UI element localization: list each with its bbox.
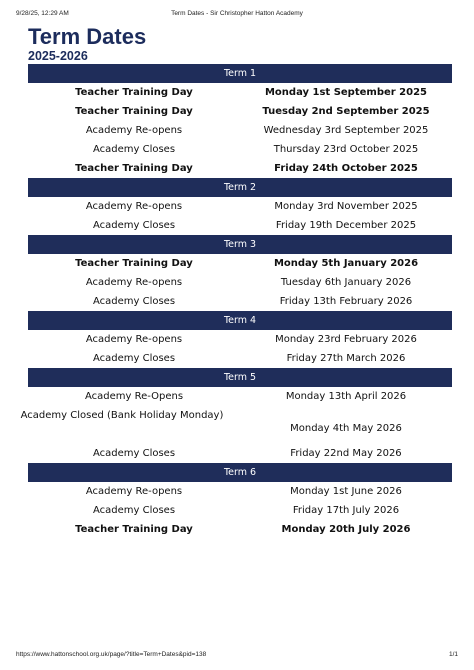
event-cell: Academy Re-opens [85,334,183,345]
table-row [28,482,452,501]
date-cell: Monday 23rd February 2026 [275,334,417,345]
date-cell: Monday 1st September 2025 [264,87,428,98]
table-row [28,83,452,102]
table-row [28,501,452,520]
date-cell: Wednesday 3rd September 2025 [263,125,429,136]
print-page-number: 1/1 [448,651,458,658]
table-row [28,159,452,178]
table-row [28,292,452,311]
event-cell: Academy Closes [92,353,176,364]
table-row [28,216,452,235]
date-cell: Monday 4th May 2026 [290,423,402,434]
event-cell: Academy Closes [92,144,176,155]
event-cell: Teacher Training Day [75,163,193,174]
table-row [28,121,452,140]
term-header-6: Term 6 [28,463,452,482]
event-cell: Academy Closed (Bank Holiday Monday) [20,410,224,421]
table-row [20,406,452,444]
table-row [28,273,452,292]
date-cell: Friday 19th December 2025 [275,220,417,231]
table-row [28,102,452,121]
event-cell: Academy Closes [92,505,176,516]
event-cell: Academy Closes [92,296,176,307]
date-cell: Tuesday 6th January 2026 [280,277,412,288]
date-cell: Monday 5th January 2026 [273,258,419,269]
print-datetime: 9/28/25, 12:29 AM [16,10,69,17]
table-row [28,197,452,216]
date-cell: Monday 13th April 2026 [285,391,407,402]
event-cell: Teacher Training Day [75,106,193,117]
print-page-title: Term Dates - Sir Christopher Hatton Academy [171,10,303,17]
term-header-5: Term 5 [28,368,452,387]
term-header-3: Term 3 [28,235,452,254]
event-cell: Academy Re-opens [85,486,183,497]
date-cell: Tuesday 2nd September 2025 [262,106,430,117]
event-cell: Academy Re-opens [85,277,183,288]
date-cell: Monday 3rd November 2025 [274,201,418,212]
term-dates-table [20,64,452,539]
event-cell: Teacher Training Day [75,524,193,535]
event-cell: Academy Closes [92,448,176,459]
table-row [28,520,452,539]
table-row [28,140,452,159]
date-cell: Monday 1st June 2026 [290,486,402,497]
event-cell: Academy Re-Opens [84,391,184,402]
term-header-2: Term 2 [28,178,452,197]
date-cell: Friday 22nd May 2026 [290,448,402,459]
date-cell: Monday 20th July 2026 [281,524,411,535]
print-url: https://www.hattonschool.org.uk/page/?title=Term+Dates&pid=138 [16,651,207,658]
page-title: Term Dates [28,24,147,49]
event-cell: Academy Closes [92,220,176,231]
date-cell: Friday 24th October 2025 [274,163,418,174]
table-row [28,254,452,273]
date-cell: Thursday 23rd October 2025 [273,144,419,155]
table-row [28,349,452,368]
table-row [28,444,452,463]
event-cell: Teacher Training Day [75,87,193,98]
table-row [28,330,452,349]
event-cell: Teacher Training Day [75,258,193,269]
event-cell: Academy Re-opens [85,125,183,136]
date-cell: Friday 17th July 2026 [292,505,400,516]
term-header-4: Term 4 [28,311,452,330]
term-header-1: Term 1 [28,64,452,83]
academic-year: 2025-2026 [28,49,88,63]
table-row [28,387,452,406]
date-cell: Friday 27th March 2026 [286,353,406,364]
event-cell: Academy Re-opens [85,201,183,212]
date-cell: Friday 13th February 2026 [279,296,413,307]
